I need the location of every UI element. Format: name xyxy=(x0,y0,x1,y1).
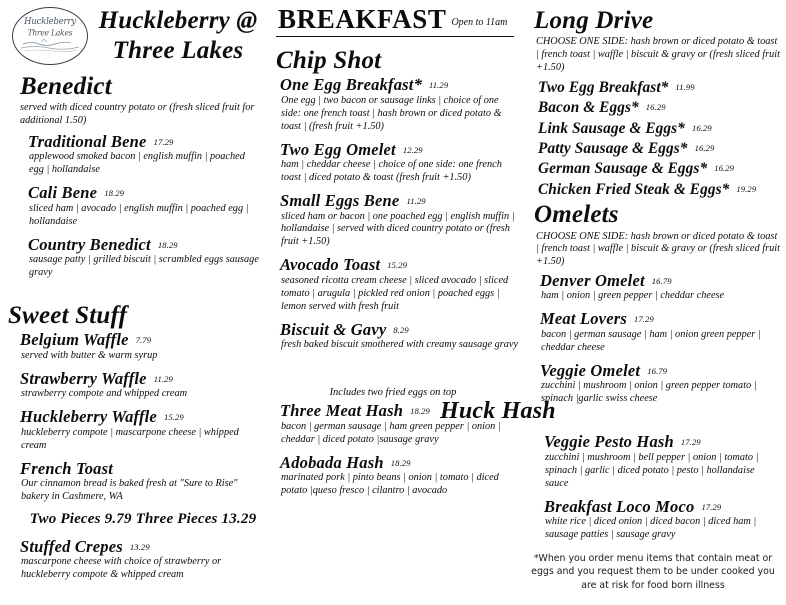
breakfast-banner xyxy=(266,4,520,44)
page-title xyxy=(94,4,260,65)
item-price: 15.29 xyxy=(387,260,408,271)
item-description: served with butter & warm syrup xyxy=(21,349,158,361)
item-price: 15.29 xyxy=(163,412,184,423)
item-name: Traditional Bene 17.29 xyxy=(28,131,174,151)
item-name: Small Eggs Bene 11.29 xyxy=(280,191,426,211)
item-price: 18.29 xyxy=(104,188,125,199)
item-description: huckleberry compote | mascarpone cheese | whipped cream xyxy=(21,426,239,451)
item-name: Biscuit & Gavy 8.29 xyxy=(280,319,409,339)
menu-item[interactable] xyxy=(544,498,780,542)
menu-item[interactable] xyxy=(280,321,520,352)
item-price: 13.29 xyxy=(129,541,150,552)
item-name: Denver Omelet 16.79 xyxy=(540,271,672,290)
breakfast-underline xyxy=(276,36,514,37)
item-name: Belgium Waffle 7.79 xyxy=(20,330,152,350)
item-description: white rice | diced onion | diced bacon | diced ham | sausage patties | sausage gravy xyxy=(545,516,757,541)
item-description: bacon | german sausage | ham | onion green pepper | cheddar cheese xyxy=(541,328,761,353)
item-price: 16.29 xyxy=(645,102,666,113)
menu-item[interactable] xyxy=(280,141,520,185)
item-price: 11.99 xyxy=(675,81,695,92)
menu-item[interactable] xyxy=(280,256,520,313)
menu-item[interactable] xyxy=(20,408,260,452)
item-description: seasoned ricotta cream cheese | sliced avocado | sliced tomato | arugula | pickled red onion | poached eggs | lemon served with fresh fruit xyxy=(281,274,509,312)
item-name: Cali Bene 18.29 xyxy=(28,183,125,203)
item-description: One egg | two bacon or sausage links | choice of one side: one french toast | hash brown or diced potato & toast | (fresh fruit +1.50) xyxy=(281,94,502,132)
item-name: Patty Sausage & Eggs* xyxy=(538,140,688,157)
menu-item[interactable] xyxy=(280,192,520,249)
item-price: 11.29 xyxy=(406,196,426,207)
menu-item[interactable] xyxy=(540,272,780,303)
left-column xyxy=(6,4,266,605)
menu-item[interactable] xyxy=(20,370,260,401)
french-toast-sizes: Two Pieces 9.79 Three Pieces 13.29 xyxy=(29,510,257,527)
item-name: French Toast xyxy=(20,458,114,478)
item-description: sliced ham | avocado | english muffin | poached egg | hollandaise xyxy=(29,202,249,227)
item-name: Bacon & Eggs* xyxy=(538,99,639,117)
brand-title-line-2: Three Lakes xyxy=(112,36,244,64)
item-name: Three Meat Hash 18.29 xyxy=(280,401,430,421)
restaurant-logo xyxy=(6,6,94,66)
lake-illustration-icon xyxy=(21,39,81,55)
item-description: ham | onion | green pepper | cheddar cheese xyxy=(541,290,725,302)
item-description: applewood smoked bacon | english muffin | poached egg | hollandaise xyxy=(29,151,245,176)
section-heading-chip-shot: Chip Shot xyxy=(276,47,382,74)
item-name: Veggie Omelet 16.79 xyxy=(540,360,668,380)
menu-item[interactable] xyxy=(280,76,520,133)
item-description: strawberry compote and whipped cream xyxy=(21,388,188,400)
menu-item[interactable] xyxy=(538,180,780,200)
section-heading-long-drive: Long Drive xyxy=(534,7,654,34)
item-description: sausage patty | grilled biscuit | scrambled eggs sausage gravy xyxy=(29,254,259,279)
menu-item[interactable] xyxy=(544,433,780,490)
item-price: 7.79 xyxy=(135,335,152,346)
section-heading-omelets: Omelets xyxy=(534,201,619,229)
menu-item[interactable] xyxy=(28,184,260,228)
menu-item[interactable] xyxy=(538,119,780,139)
logo-script-text xyxy=(13,17,87,38)
menu-item[interactable] xyxy=(538,159,780,179)
item-name: Two Egg Omelet 12.29 xyxy=(280,139,423,159)
item-name: Country Benedict 18.29 xyxy=(28,234,178,254)
item-name: Meat Lovers 17.29 xyxy=(540,309,654,329)
section-heading-benedict: Benedict xyxy=(20,73,112,100)
menu-item[interactable] xyxy=(540,362,780,406)
item-description: Our cinnamon bread is baked fresh at "Sure to Rise" bakery in Cashmere, WA xyxy=(21,478,238,502)
middle-column xyxy=(266,4,526,605)
item-name: Adobada Hash 18.29 xyxy=(280,452,411,472)
item-price: 8.29 xyxy=(393,324,409,335)
item-price: 16.29 xyxy=(714,163,735,174)
item-name: One Egg Breakfast* 11.29 xyxy=(280,75,449,95)
brand-title-line-1: Huckleberry @ xyxy=(98,7,258,34)
benedict-note: served with diced country potato or (fresh sliced fruit for additional 1.50) xyxy=(20,102,255,127)
item-price: 18.29 xyxy=(390,457,411,468)
item-name: Avocado Toast 15.29 xyxy=(280,255,408,275)
long-drive-note: CHOOSE ONE SIDE: hash brown or diced potato & toast | french toast | waffle | biscuit & gravy or (fresh sliced fruit +1.50) xyxy=(536,36,780,73)
breakfast-title: BREAKFAST xyxy=(278,4,447,34)
item-name: Chicken Fried Steak & Eggs* xyxy=(538,180,730,198)
logo-line-2: Three Lakes xyxy=(27,27,73,38)
item-price: 17.29 xyxy=(633,314,654,325)
omelets-note: CHOOSE ONE SIDE: hash brown or diced potato & toast | french toast | waffle | biscuit & gravy or (fresh sliced fruit +1.50) xyxy=(536,230,780,268)
menu-item[interactable] xyxy=(538,98,780,118)
brand-header xyxy=(6,4,260,70)
menu-item[interactable] xyxy=(538,78,780,98)
section-heading-huck-hash: Huck Hash xyxy=(440,398,556,424)
menu-item[interactable] xyxy=(28,133,260,177)
section-heading-sweet-stuff: Sweet Stuff xyxy=(8,302,128,329)
logo-line-1: Huckleberry xyxy=(24,16,76,27)
item-price: 17.29 xyxy=(680,437,701,448)
item-price: 18.29 xyxy=(410,406,430,417)
item-price: 11.29 xyxy=(153,373,173,384)
item-name: Strawberry Waffle 11.29 xyxy=(20,368,173,388)
item-price: 17.29 xyxy=(153,136,174,147)
item-price: 17.29 xyxy=(701,501,722,512)
item-description: zucchini | mushroom | onion | green pepper tomato | spinach |garlic swiss cheese xyxy=(541,380,757,405)
item-price: 16.79 xyxy=(647,365,668,376)
menu-item[interactable] xyxy=(28,236,260,280)
item-description: mascarpone cheese with choice of strawberry or huckleberry compote & whipped cream xyxy=(21,556,222,581)
item-name: Stuffed Crepes 13.29 xyxy=(20,536,150,556)
huck-hash-includes-note: Includes two fried eggs on top xyxy=(329,387,457,399)
item-price: 16.29 xyxy=(691,122,712,133)
logo-oval-frame xyxy=(12,7,88,65)
item-description: zucchini | mushroom | bell pepper | onion | tomato | spinach | garlic | diced potato | pesto | hollandaise sauce xyxy=(545,451,759,489)
item-price: 16.29 xyxy=(694,143,715,153)
menu-item[interactable] xyxy=(280,454,520,498)
breakfast-hours: Open to 11am xyxy=(451,17,508,28)
item-description: marinated pork | pinto beans | onion | tomato | diced potato |queso fresco | cilantro | avocado xyxy=(281,472,499,497)
menu-item[interactable] xyxy=(540,310,780,354)
allergen-disclaimer: *When you order menu items that contain meat or eggs and you request them to be under cooked you are at risk for food born illness xyxy=(531,553,775,591)
item-description: bacon | german sausage | ham green pepper | onion | cheddar | diced potato |sausage gravy xyxy=(281,420,501,445)
item-description: sliced ham or bacon | one poached egg | english muffin | hollandaise | served with diced country potato or (fresh fruit +1.50) xyxy=(281,210,515,248)
item-name: German Sausage & Eggs* xyxy=(538,160,708,178)
menu-item[interactable] xyxy=(20,460,260,504)
item-price: 11.29 xyxy=(429,80,449,91)
menu-item[interactable] xyxy=(538,139,780,159)
right-column xyxy=(526,4,780,605)
item-name: Huckleberry Waffle 15.29 xyxy=(20,407,184,427)
item-name: Link Sausage & Eggs* xyxy=(538,119,685,137)
item-name: Two Egg Breakfast* xyxy=(538,78,669,96)
item-price: 19.29 xyxy=(736,183,757,194)
item-price: 18.29 xyxy=(157,239,178,250)
item-name: Veggie Pesto Hash 17.29 xyxy=(544,432,701,452)
item-description: ham | cheddar cheese | choice of one side: one french toast | diced potato & toast (fresh fruit +1.50) xyxy=(281,159,502,184)
menu-item[interactable] xyxy=(20,538,260,582)
item-price: 16.79 xyxy=(651,276,672,286)
menu-item[interactable] xyxy=(20,331,260,362)
item-name: Breakfast Loco Moco 17.29 xyxy=(544,496,722,516)
item-description: fresh baked biscuit smothered with creamy sausage gravy xyxy=(281,339,519,351)
item-price: 12.29 xyxy=(402,144,423,155)
